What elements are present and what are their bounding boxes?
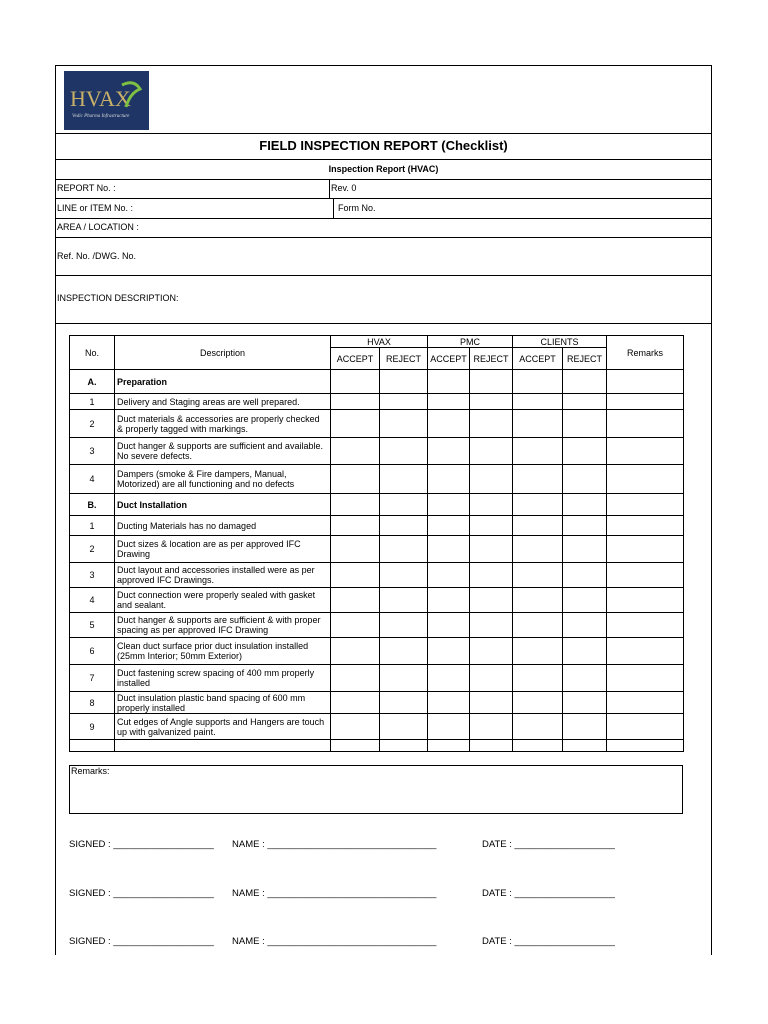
- col-header-description: Description: [115, 336, 331, 370]
- accept-cell[interactable]: [513, 516, 563, 536]
- remarks-cell[interactable]: [607, 465, 684, 494]
- accept-cell[interactable]: [513, 536, 563, 563]
- item-no: 4: [70, 465, 115, 494]
- item-no: 5: [70, 613, 115, 638]
- remarks-box[interactable]: [69, 765, 683, 814]
- remarks-cell[interactable]: [607, 665, 684, 692]
- col-header-reject: REJECT: [380, 348, 428, 370]
- reject-cell[interactable]: [470, 438, 513, 465]
- item-description: Cut edges of Angle supports and Hangers are touch up with galvanized paint.: [115, 714, 331, 740]
- date-field[interactable]: DATE : ___________________: [482, 888, 615, 899]
- item-no: 7: [70, 665, 115, 692]
- section-no: A.: [70, 370, 115, 394]
- remarks-cell[interactable]: [607, 714, 684, 740]
- reject-cell[interactable]: [470, 588, 513, 613]
- line-item-label: LINE or ITEM No. :: [57, 203, 134, 213]
- reject-cell[interactable]: [563, 394, 607, 410]
- table-row: [70, 516, 684, 536]
- item-no: 4: [70, 588, 115, 613]
- reject-cell[interactable]: [380, 394, 428, 410]
- reject-cell[interactable]: [380, 516, 428, 536]
- accept-cell[interactable]: [331, 394, 380, 410]
- reject-cell[interactable]: [470, 613, 513, 638]
- item-no: 3: [70, 438, 115, 465]
- col-header-clients: CLIENTS: [513, 336, 607, 348]
- accept-cell[interactable]: [513, 410, 563, 438]
- reject-cell[interactable]: [563, 465, 607, 494]
- col-header-accept: ACCEPT: [513, 348, 563, 370]
- remarks-cell[interactable]: [607, 516, 684, 536]
- reject-cell[interactable]: [470, 516, 513, 536]
- accept-cell[interactable]: [331, 563, 380, 588]
- item-description: Duct insulation plastic band spacing of 600 mm properly installed: [115, 692, 331, 714]
- section-title: Preparation: [115, 370, 331, 394]
- reject-cell[interactable]: [380, 613, 428, 638]
- reject-cell[interactable]: [563, 494, 607, 516]
- accept-cell[interactable]: [513, 563, 563, 588]
- accept-cell[interactable]: [513, 638, 563, 665]
- col-header-no: No.: [70, 336, 115, 370]
- remarks-cell[interactable]: [607, 638, 684, 665]
- reject-cell[interactable]: [380, 588, 428, 613]
- reject-cell[interactable]: [563, 536, 607, 563]
- table-row: [70, 536, 684, 563]
- accept-cell[interactable]: [513, 370, 563, 394]
- accept-cell[interactable]: [331, 370, 380, 394]
- company-logo: [64, 71, 149, 130]
- item-description: Duct fastening screw spacing of 400 mm properly installed: [115, 665, 331, 692]
- rev-label: Rev. 0: [331, 183, 357, 193]
- logo-text: HVAX: [70, 86, 131, 111]
- remarks-cell[interactable]: [607, 438, 684, 465]
- remarks-cell[interactable]: [607, 613, 684, 638]
- col-header-reject: REJECT: [470, 348, 513, 370]
- accept-cell[interactable]: [513, 438, 563, 465]
- accept-cell[interactable]: [331, 740, 380, 752]
- reject-cell[interactable]: [380, 494, 428, 516]
- table-row: [70, 438, 684, 465]
- accept-cell[interactable]: [428, 613, 470, 638]
- reject-cell[interactable]: [470, 465, 513, 494]
- table-row: [70, 665, 684, 692]
- accept-cell[interactable]: [428, 410, 470, 438]
- section-row: [70, 370, 684, 394]
- item-description: Duct layout and accessories installed were as per approved IFC Drawings.: [115, 563, 331, 588]
- item-no: 8: [70, 692, 115, 714]
- table-row: [70, 638, 684, 665]
- date-field[interactable]: DATE : ___________________: [482, 839, 615, 850]
- accept-cell[interactable]: [428, 588, 470, 613]
- reject-cell[interactable]: [470, 638, 513, 665]
- name-field[interactable]: NAME : ________________________________: [232, 888, 437, 899]
- divider: [55, 275, 712, 276]
- reject-cell[interactable]: [563, 740, 607, 752]
- accept-cell[interactable]: [513, 613, 563, 638]
- item-no: 9: [70, 714, 115, 740]
- reject-cell[interactable]: [470, 494, 513, 516]
- accept-cell[interactable]: [428, 465, 470, 494]
- col-header-hvax: HVAX: [331, 336, 428, 348]
- divider: [55, 179, 712, 180]
- accept-cell[interactable]: [513, 714, 563, 740]
- logo-tagline: Vedic Pharma Infrastructure: [72, 114, 130, 119]
- accept-cell[interactable]: [513, 394, 563, 410]
- item-no: 2: [70, 410, 115, 438]
- reject-cell[interactable]: [563, 665, 607, 692]
- inspection-description-label: INSPECTION DESCRIPTION:: [57, 293, 179, 303]
- divider: [329, 179, 330, 198]
- item-description: Clean duct surface prior duct insulation installed (25mm Interior; 50mm Exterior): [115, 638, 331, 665]
- item-description: [115, 740, 331, 752]
- item-no: 2: [70, 536, 115, 563]
- divider: [55, 133, 712, 134]
- accept-cell[interactable]: [331, 494, 380, 516]
- col-header-accept: ACCEPT: [428, 348, 470, 370]
- reject-cell[interactable]: [380, 714, 428, 740]
- form-no-label: Form No.: [338, 203, 376, 213]
- reject-cell[interactable]: [563, 692, 607, 714]
- accept-cell[interactable]: [331, 516, 380, 536]
- reject-cell[interactable]: [380, 438, 428, 465]
- divider: [55, 159, 712, 160]
- accept-cell[interactable]: [428, 494, 470, 516]
- page-title: FIELD INSPECTION REPORT (Checklist): [259, 138, 508, 153]
- accept-cell[interactable]: [428, 638, 470, 665]
- ref-dwg-label: Ref. No. /DWG. No.: [57, 251, 137, 261]
- reject-cell[interactable]: [563, 370, 607, 394]
- table-row: [70, 563, 684, 588]
- remarks-cell[interactable]: [607, 394, 684, 410]
- signed-field[interactable]: SIGNED : ___________________: [69, 839, 214, 850]
- remarks-cell[interactable]: [607, 563, 684, 588]
- checklist-table: [69, 335, 684, 752]
- table-row: [70, 714, 684, 740]
- remarks-cell[interactable]: [607, 494, 684, 516]
- item-description: Duct hanger & supports are sufficient & with proper spacing as per approved IFC Drawing: [115, 613, 331, 638]
- item-description: Duct hanger & supports are sufficient and available. No severe defects.: [115, 438, 331, 465]
- reject-cell[interactable]: [470, 714, 513, 740]
- col-header-pmc: PMC: [428, 336, 513, 348]
- reject-cell[interactable]: [563, 563, 607, 588]
- reject-cell[interactable]: [380, 692, 428, 714]
- divider: [55, 218, 712, 219]
- item-description: Dampers (smoke & Fire dampers, Manual, Motorized) are all functioning and no defects: [115, 465, 331, 494]
- item-description: Delivery and Staging areas are well prepared.: [115, 394, 331, 410]
- page-subtitle: Inspection Report (HVAC): [328, 164, 439, 174]
- table-row: [70, 394, 684, 410]
- accept-cell[interactable]: [428, 516, 470, 536]
- reject-cell[interactable]: [563, 410, 607, 438]
- date-field[interactable]: DATE : ___________________: [482, 936, 615, 947]
- reject-cell[interactable]: [470, 536, 513, 563]
- table-row-empty: [70, 740, 684, 752]
- col-header-accept: ACCEPT: [331, 348, 380, 370]
- reject-cell[interactable]: [470, 665, 513, 692]
- reject-cell[interactable]: [380, 370, 428, 394]
- accept-cell[interactable]: [513, 692, 563, 714]
- col-header-remarks: Remarks: [607, 336, 684, 370]
- divider: [55, 237, 712, 238]
- signed-field[interactable]: SIGNED : ___________________: [69, 936, 214, 947]
- reject-cell[interactable]: [563, 613, 607, 638]
- divider: [55, 323, 712, 324]
- divider: [55, 198, 712, 199]
- item-description: Duct materials & accessories are properly checked & properly tagged with markings.: [115, 410, 331, 438]
- accept-cell[interactable]: [331, 588, 380, 613]
- item-no: 1: [70, 394, 115, 410]
- accept-cell[interactable]: [428, 370, 470, 394]
- area-location-label: AREA / LOCATION :: [57, 222, 139, 232]
- table-row: [70, 692, 684, 714]
- reject-cell[interactable]: [470, 740, 513, 752]
- remarks-cell[interactable]: [607, 370, 684, 394]
- reject-cell[interactable]: [380, 563, 428, 588]
- reject-cell[interactable]: [470, 692, 513, 714]
- remarks-label: Remarks:: [71, 766, 110, 776]
- accept-cell[interactable]: [428, 536, 470, 563]
- reject-cell[interactable]: [470, 563, 513, 588]
- section-no: B.: [70, 494, 115, 516]
- divider: [333, 198, 334, 218]
- accept-cell[interactable]: [331, 613, 380, 638]
- remarks-cell[interactable]: [607, 588, 684, 613]
- reject-cell[interactable]: [470, 410, 513, 438]
- remarks-cell[interactable]: [607, 740, 684, 752]
- accept-cell[interactable]: [331, 638, 380, 665]
- accept-cell[interactable]: [428, 394, 470, 410]
- report-no-label: REPORT No. :: [57, 183, 116, 193]
- accept-cell[interactable]: [331, 536, 380, 563]
- section-title: Duct Installation: [115, 494, 331, 516]
- reject-cell[interactable]: [380, 465, 428, 494]
- reject-cell[interactable]: [380, 410, 428, 438]
- accept-cell[interactable]: [428, 740, 470, 752]
- item-no: 3: [70, 563, 115, 588]
- accept-cell[interactable]: [428, 665, 470, 692]
- accept-cell[interactable]: [428, 714, 470, 740]
- remarks-cell[interactable]: [607, 536, 684, 563]
- accept-cell[interactable]: [331, 410, 380, 438]
- col-header-reject: REJECT: [563, 348, 607, 370]
- item-description: Duct sizes & location are as per approved IFC Drawing: [115, 536, 331, 563]
- item-no: 1: [70, 516, 115, 536]
- table-row: [70, 613, 684, 638]
- reject-cell[interactable]: [380, 536, 428, 563]
- reject-cell[interactable]: [563, 516, 607, 536]
- item-no: [70, 740, 115, 752]
- accept-cell[interactable]: [428, 438, 470, 465]
- reject-cell[interactable]: [470, 370, 513, 394]
- reject-cell[interactable]: [380, 638, 428, 665]
- accept-cell[interactable]: [331, 438, 380, 465]
- table-header-row: [70, 336, 684, 348]
- accept-cell[interactable]: [513, 588, 563, 613]
- reject-cell[interactable]: [563, 714, 607, 740]
- item-description: Duct connection were properly sealed with gasket and sealant.: [115, 588, 331, 613]
- item-description: Ducting Materials has no damaged: [115, 516, 331, 536]
- table-row: [70, 410, 684, 438]
- reject-cell[interactable]: [563, 588, 607, 613]
- remarks-cell[interactable]: [607, 692, 684, 714]
- name-field[interactable]: NAME : ________________________________: [232, 839, 437, 850]
- accept-cell[interactable]: [513, 494, 563, 516]
- accept-cell[interactable]: [428, 692, 470, 714]
- signed-field[interactable]: SIGNED : ___________________: [69, 888, 214, 899]
- accept-cell[interactable]: [331, 465, 380, 494]
- accept-cell[interactable]: [513, 740, 563, 752]
- item-no: 6: [70, 638, 115, 665]
- accept-cell[interactable]: [331, 692, 380, 714]
- remarks-cell[interactable]: [607, 410, 684, 438]
- accept-cell[interactable]: [331, 665, 380, 692]
- accept-cell[interactable]: [513, 665, 563, 692]
- accept-cell[interactable]: [428, 563, 470, 588]
- table-row: [70, 465, 684, 494]
- accept-cell[interactable]: [331, 714, 380, 740]
- reject-cell[interactable]: [563, 438, 607, 465]
- reject-cell[interactable]: [563, 638, 607, 665]
- reject-cell[interactable]: [470, 394, 513, 410]
- name-field[interactable]: NAME : ________________________________: [232, 936, 437, 947]
- table-row: [70, 588, 684, 613]
- accept-cell[interactable]: [513, 465, 563, 494]
- reject-cell[interactable]: [380, 740, 428, 752]
- reject-cell[interactable]: [380, 665, 428, 692]
- section-row: [70, 494, 684, 516]
